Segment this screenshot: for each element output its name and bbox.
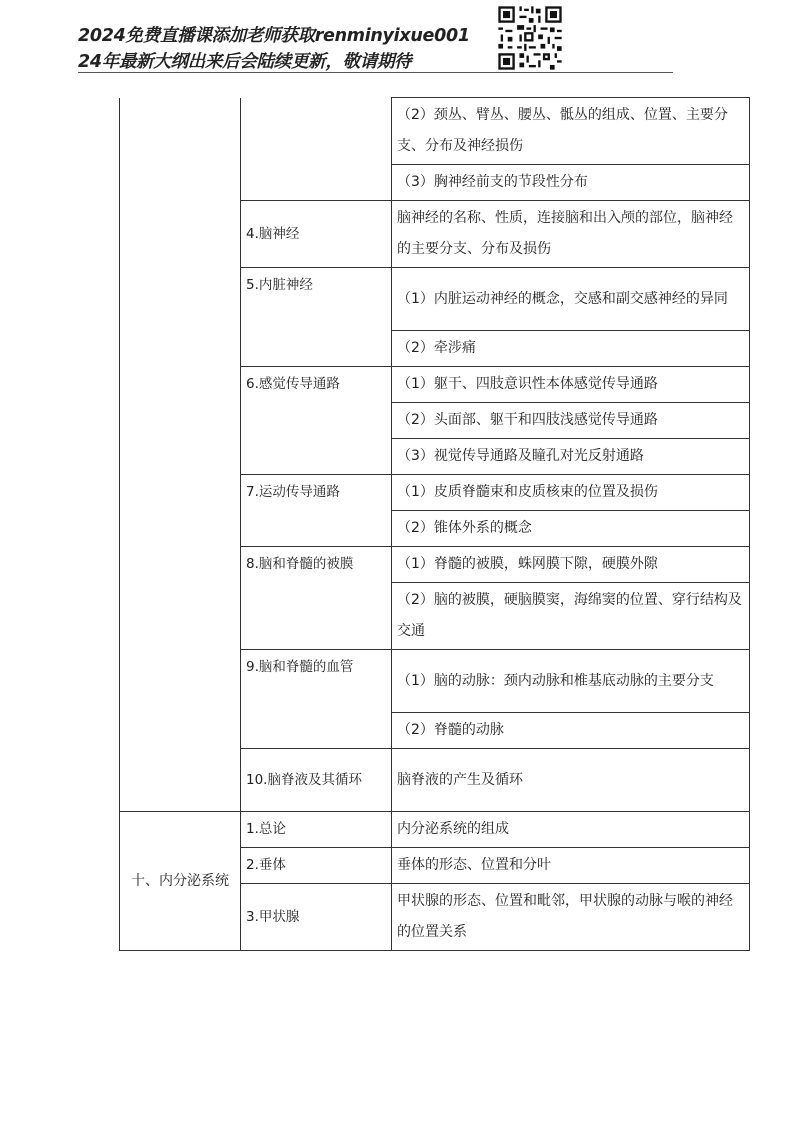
content-cell: （3）胸神经前支的节段性分布 [392,165,750,201]
subtopic-cell: 1.总论 [241,812,392,848]
content-cell: （3）视觉传导通路及瞳孔对光反射通路 [392,439,750,475]
content-cell: （2）脊髓的动脉 [392,713,750,749]
header-notice-line: 24年最新大纲出来后会陆续更新，敬请期待 [78,52,412,72]
content-cell: （2）颈丛、臂丛、腰丛、骶丛的组成、位置、主要分支、分布及神经损伤 [392,98,750,165]
subtopic-cell: 10.脑脊液及其循环 [241,749,392,812]
content-cell: 内分泌系统的组成 [392,812,750,848]
content-cell: 脑神经的名称、性质，连接脑和出入颅的部位，脑神经的主要分支、分布及损伤 [392,201,750,268]
content-cell: （2）牵涉痛 [392,331,750,367]
content-cell: （2）脑的被膜，硬脑膜窦，海绵窦的位置、穿行结构及交通 [392,583,750,650]
content-cell: （2）头面部、躯干和四肢浅感觉传导通路 [392,403,750,439]
content-cell: 垂体的形态、位置和分叶 [392,848,750,884]
content-cell: （1）内脏运动神经的概念，交感和副交感神经的异同 [392,268,750,331]
subtopic-cell: 2.垂体 [241,848,392,884]
subtopic-cell: 9.脑和脊髓的血管 [241,650,392,749]
content-cell: 脑脊液的产生及循环 [392,749,750,812]
header-promo-line: 2024免费直播课添加老师获取renminyixue001 [78,26,470,46]
content-cell: （2）锥体外系的概念 [392,511,750,547]
content-cell: （1）脑的动脉：颈内动脉和椎基底动脉的主要分支 [392,650,750,713]
section-cell [120,98,241,812]
header-divider [78,72,673,73]
content-cell: （1）皮质脊髓束和皮质核束的位置及损伤 [392,475,750,511]
subtopic-cell [241,98,392,201]
subtopic-cell: 5.内脏神经 [241,268,392,367]
content-cell: （1）脊髓的被膜，蛛网膜下隙，硬膜外隙 [392,547,750,583]
subtopic-cell: 8.脑和脊髓的被膜 [241,547,392,650]
section-cell: 十、内分泌系统 [120,812,241,951]
content-cell: （1）躯干、四肢意识性本体感觉传导通路 [392,367,750,403]
syllabus-table [119,97,750,951]
content-cell: 甲状腺的形态、位置和毗邻，甲状腺的动脉与喉的神经的位置关系 [392,884,750,951]
page-header [78,18,673,74]
table-row [120,812,750,848]
table-row [120,98,750,165]
subtopic-cell: 4.脑神经 [241,201,392,268]
subtopic-cell: 6.感觉传导通路 [241,367,392,475]
subtopic-cell: 7.运动传导通路 [241,475,392,547]
subtopic-cell: 3.甲状腺 [241,884,392,951]
qr-code-icon [496,4,564,72]
